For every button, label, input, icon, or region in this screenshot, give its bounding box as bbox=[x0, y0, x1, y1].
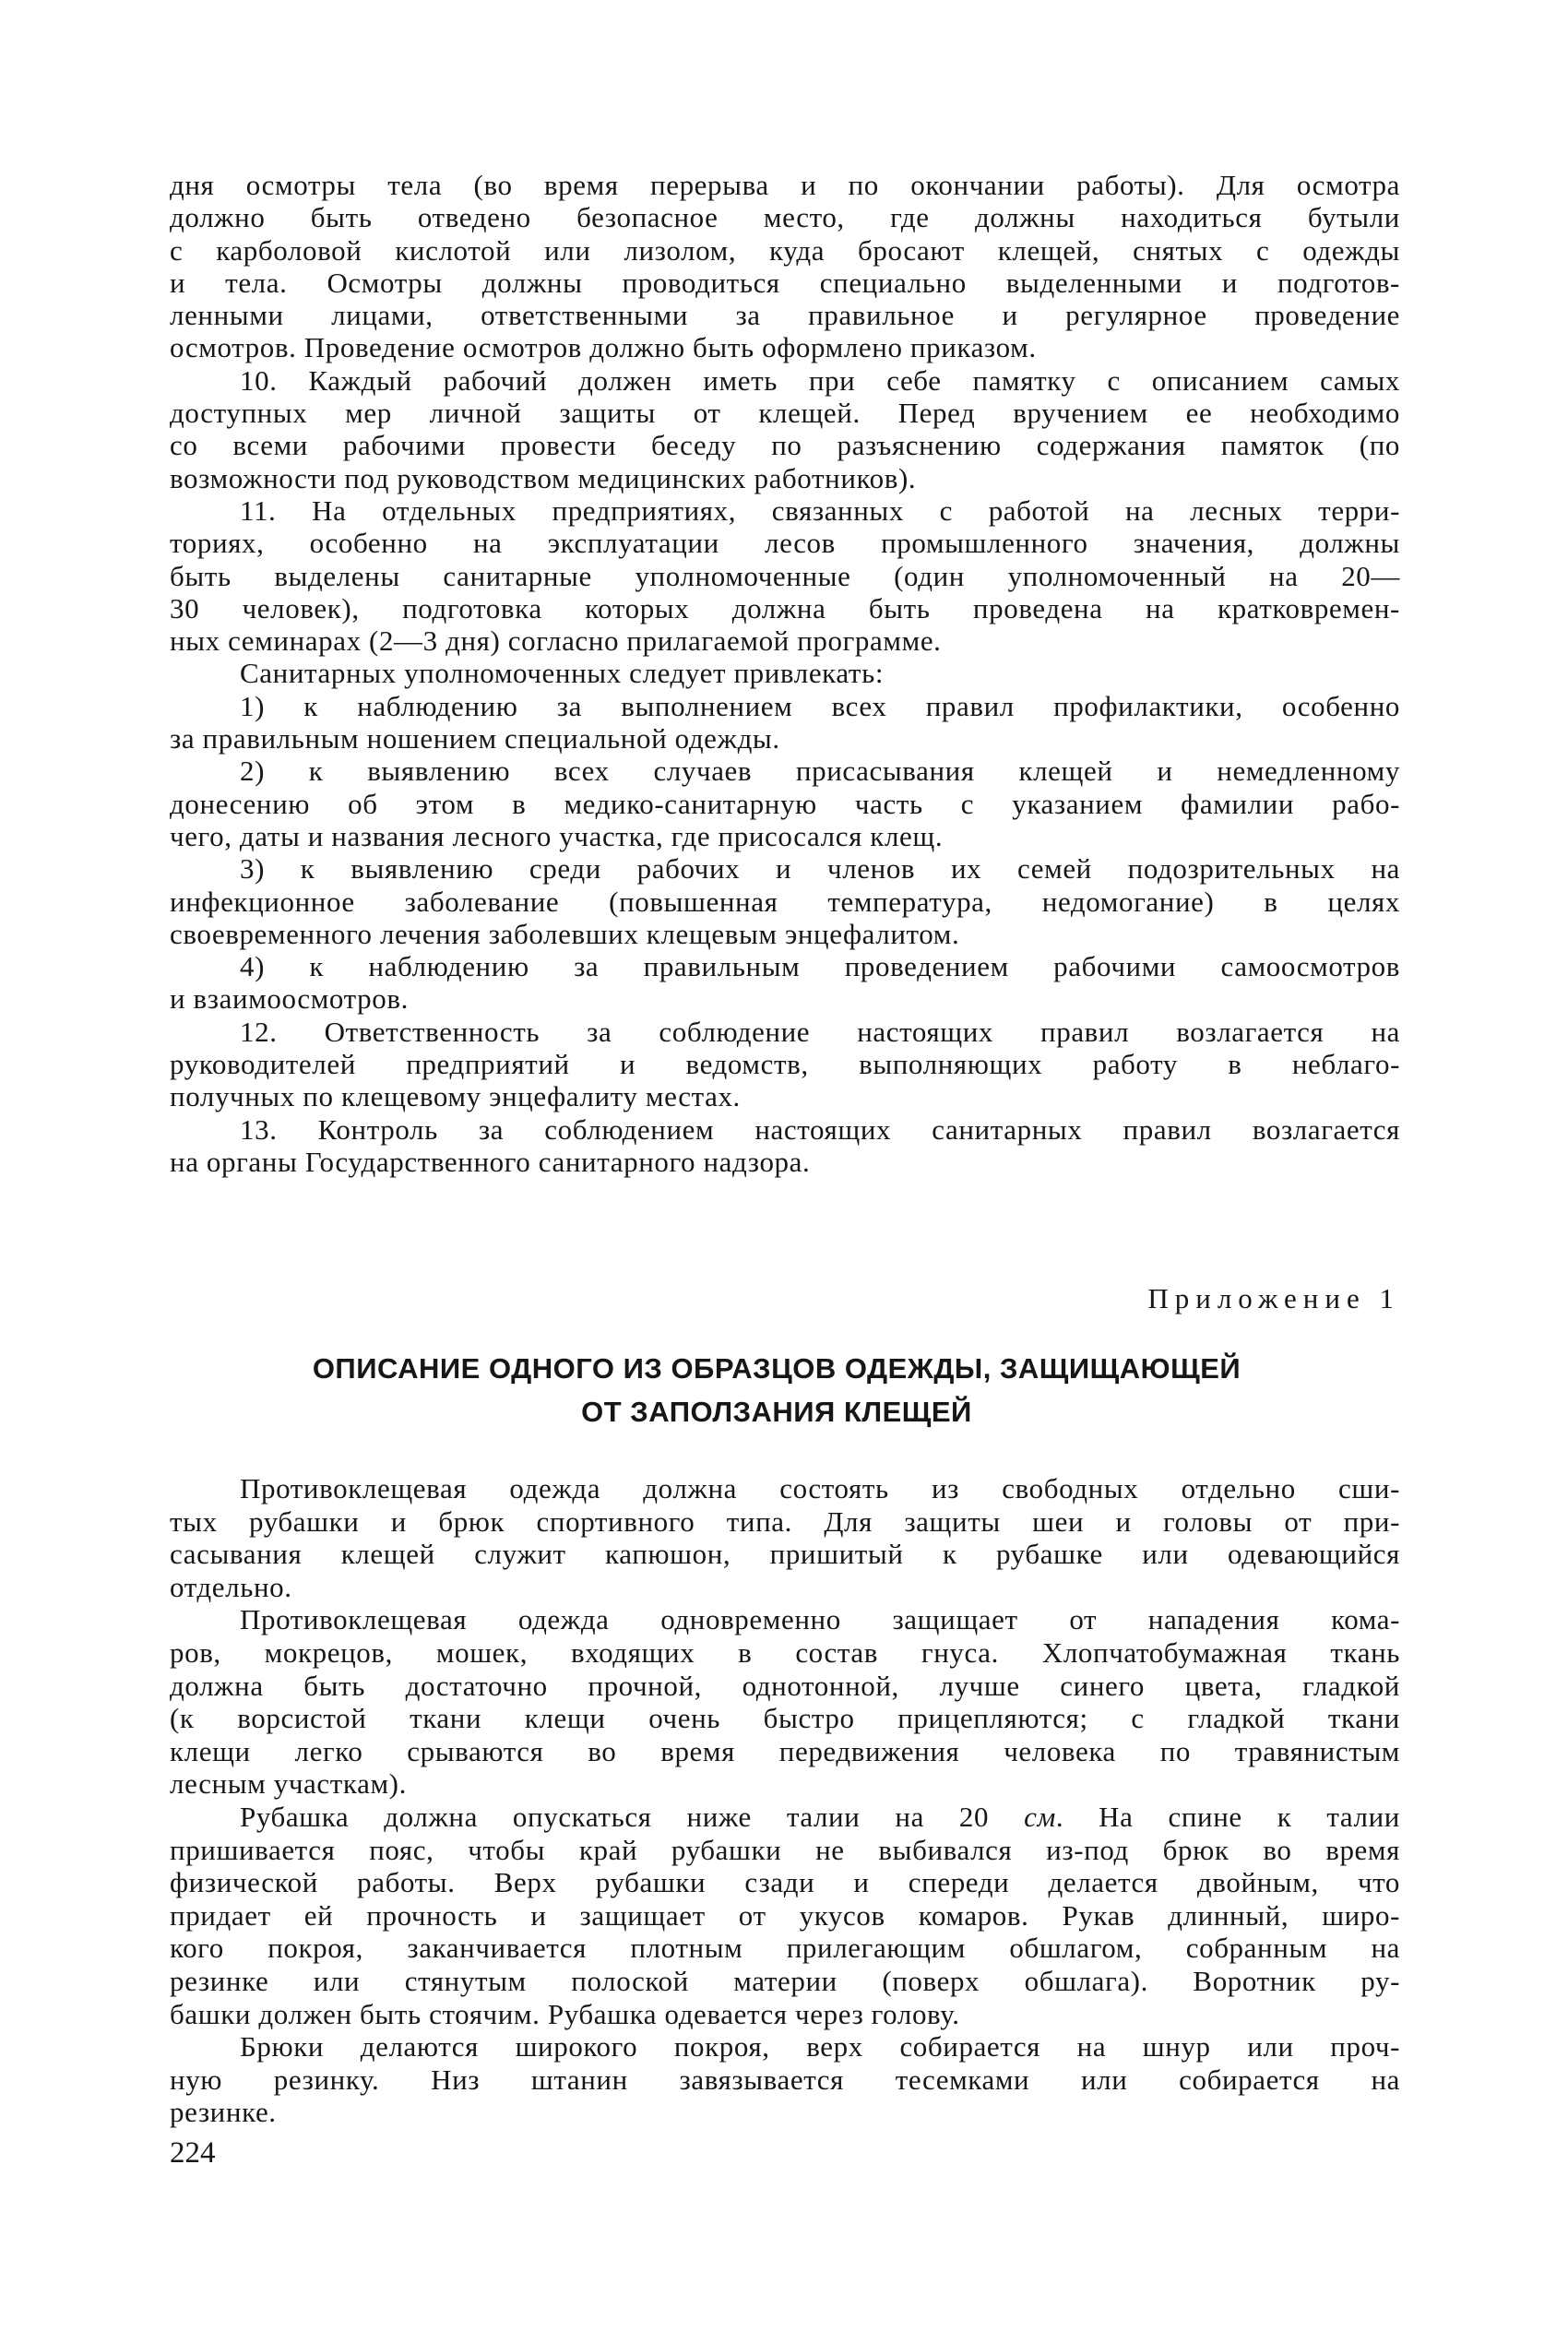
appendix-label: Приложение 1 bbox=[1147, 1282, 1400, 1314]
text-line bbox=[170, 1016, 1400, 1048]
text-line-content: Рубашка должна опускаться ниже талии на 20 bbox=[240, 1800, 1025, 1833]
text-line bbox=[170, 1899, 1400, 1933]
text-line bbox=[170, 950, 1400, 982]
text-line-content: ную резинку. Низ штанин завязывается тесемками или собирается на bbox=[170, 2063, 1400, 2096]
text-line-content: кого покроя, заканчивается плотным прилегающим обшлагом, собранным на bbox=[170, 1932, 1400, 1965]
text-line bbox=[170, 1801, 1400, 1834]
text-line-content: 10. Каждый рабочий должен иметь при себе памятку с описанием самых bbox=[240, 363, 1400, 397]
text-line bbox=[170, 852, 1400, 885]
text-line-content: Противоклещевая одежда должна состоять из свободных отдельно сши- bbox=[240, 1472, 1400, 1504]
text-line-content: 4) к наблюдению за правильным проведением рабочими самоосмотров bbox=[240, 950, 1400, 983]
text-line bbox=[170, 1866, 1400, 1899]
text-line bbox=[170, 886, 1400, 918]
text-line-content: осмотров. Проведение осмотров должно быть оформлено приказом. bbox=[170, 331, 1037, 364]
text-line bbox=[170, 299, 1400, 331]
text-line-content: клещи легко срываются во время передвижения человека по травянистым bbox=[170, 1734, 1400, 1767]
text-line-content: 2) к выявлению всех случаев присасывания клещей и немедленному bbox=[240, 755, 1400, 788]
text-line-content: тых рубашки и брюк спортивного типа. Для защиты шеи и головы от при- bbox=[170, 1504, 1400, 1538]
text-line-content: Санитарных уполномоченных следует привлекать: bbox=[240, 657, 885, 690]
section-title-line-2: ОТ ЗАПОЛЗАНИЯ КЛЕЩЕЙ bbox=[581, 1396, 972, 1428]
text-line bbox=[170, 1767, 1400, 1801]
text-line bbox=[170, 1998, 1400, 2031]
text-line-content: донесению об этом в медико-санитарную часть с указанием фамилии рабо- bbox=[170, 787, 1400, 820]
text-line-content: и взаимоосмотров. bbox=[170, 982, 409, 1016]
text-line-content: 11. На отдельных предприятиях, связанных с работой на лесных терри- bbox=[240, 494, 1400, 527]
text-line-content: резинке. bbox=[170, 2096, 277, 2129]
text-line bbox=[170, 755, 1400, 787]
text-line bbox=[170, 1571, 1400, 1604]
text-line-content: 12. Ответственность за соблюдение настоящих правил возлагается на bbox=[240, 1015, 1400, 1048]
text-line bbox=[170, 397, 1400, 429]
text-line-content: на органы Государственного санитарного надзора. bbox=[170, 1145, 811, 1178]
text-line-content: ров, мокрецов, мошек, входящих в состав гнуса. Хлопчатобумажная ткань bbox=[170, 1635, 1400, 1669]
text-line-content: и тела. Осмотры должны проводиться специально выделенными и подготов- bbox=[170, 266, 1400, 299]
text-line-content: 1) к наблюдению за выполнением всех правил профилактики, особенно bbox=[240, 689, 1400, 722]
text-line bbox=[170, 1146, 1400, 1178]
text-line-content: лесным участкам). bbox=[170, 1767, 407, 1801]
text-line-content: чего, даты и названия лесного участка, где присосался клещ. bbox=[170, 819, 944, 852]
text-line bbox=[170, 657, 1400, 689]
text-line bbox=[170, 2063, 1400, 2097]
text-line bbox=[170, 1472, 1400, 1505]
page-number: 224 bbox=[170, 2136, 216, 2170]
text-line-content: дня осмотры тела (во время перерыва и по окончании работы). Для осмотра bbox=[170, 169, 1400, 201]
text-line bbox=[170, 1670, 1400, 1703]
unit-italic: см bbox=[1024, 1800, 1056, 1833]
text-line bbox=[170, 1113, 1400, 1146]
text-line bbox=[170, 592, 1400, 624]
text-line-content: сасывания клещей служит капюшон, пришитый к рубашке или одевающийся bbox=[170, 1538, 1400, 1571]
text-line-content: должно быть отведено безопасное место, где должны находиться бутыли bbox=[170, 201, 1400, 234]
text-line-continuation: . На спине к талии bbox=[1055, 1800, 1401, 1833]
text-line bbox=[170, 690, 1400, 722]
text-line-content: Противоклещевая одежда одновременно защищает от нападения кома- bbox=[240, 1603, 1400, 1636]
text-line bbox=[170, 722, 1400, 755]
text-line bbox=[170, 364, 1400, 397]
text-line-content: Брюки делаются широкого покроя, верх собирается на шнур или проч- bbox=[240, 2030, 1400, 2063]
text-line-content: со всеми рабочими провести беседу по разъяснению содержания памяток (по bbox=[170, 429, 1400, 462]
text-line-content: придает ей прочность и защищает от укусов комаров. Рукав длинный, широ- bbox=[170, 1898, 1400, 1932]
text-line bbox=[170, 788, 1400, 820]
text-line bbox=[170, 429, 1400, 461]
text-line-content: руководителей предприятий и ведомств, выполняющих работу в неблаго- bbox=[170, 1048, 1400, 1081]
text-line bbox=[170, 169, 1400, 201]
text-line-content: отдельно. bbox=[170, 1570, 292, 1603]
text-line bbox=[170, 331, 1400, 363]
text-line bbox=[170, 1048, 1400, 1080]
text-line bbox=[170, 1735, 1400, 1768]
text-line-content: ленными лицами, ответственными за правильное и регулярное проведение bbox=[170, 299, 1400, 332]
text-line bbox=[170, 624, 1400, 657]
text-line-content: 13. Контроль за соблюдением настоящих санитарных правил возлагается bbox=[240, 1112, 1400, 1146]
text-line bbox=[170, 2096, 1400, 2129]
text-line-content: возможности под руководством медицинских работников). bbox=[170, 461, 917, 494]
text-line bbox=[170, 1834, 1400, 1867]
text-line-content: за правильным ношением специальной одежды. bbox=[170, 722, 780, 755]
text-line bbox=[170, 1965, 1400, 1998]
text-line bbox=[170, 918, 1400, 950]
text-line bbox=[170, 527, 1400, 559]
appendix-body-text bbox=[170, 1472, 1400, 2129]
text-line-content: своевременного лечения заболевших клещевым энцефалитом. bbox=[170, 917, 960, 950]
text-line bbox=[170, 1603, 1400, 1636]
text-line-content: с карболовой кислотой или лизолом, куда бросают клещей, снятых с одежды bbox=[170, 233, 1400, 267]
text-line-content: быть выделены санитарные уполномоченные (один уполномоченный на 20— bbox=[170, 559, 1400, 592]
text-line-content: 30 человек), подготовка которых должна быть проведена на кратковремен- bbox=[170, 591, 1400, 624]
text-line-content: башки должен быть стоячим. Рубашка одевается через голову. bbox=[170, 1997, 960, 2030]
text-line bbox=[170, 267, 1400, 299]
text-line bbox=[170, 462, 1400, 494]
text-line-content: ных семинарах (2—3 дня) согласно прилагаемой программе. bbox=[170, 624, 942, 658]
text-line bbox=[170, 1538, 1400, 1571]
text-line bbox=[170, 2030, 1400, 2063]
text-line bbox=[170, 201, 1400, 233]
text-line-content: (к ворсистой ткани клещи очень быстро прицепляются; с гладкой ткани bbox=[170, 1702, 1400, 1735]
text-line bbox=[170, 1702, 1400, 1735]
text-line bbox=[170, 1932, 1400, 1965]
text-line bbox=[170, 560, 1400, 592]
text-line-content: резинке или стянутым полоской материи (поверх обшлага). Воротник ру- bbox=[170, 1964, 1400, 1997]
text-line bbox=[170, 1505, 1400, 1539]
text-line bbox=[170, 982, 1400, 1015]
text-line bbox=[170, 1636, 1400, 1670]
text-line-content: 3) к выявлению среди рабочих и членов их семей подозрительных на bbox=[240, 852, 1400, 886]
body-text-continued bbox=[170, 169, 1400, 1178]
section-title-line-1: ОПИСАНИЕ ОДНОГО ИЗ ОБРАЗЦОВ ОДЕЖДЫ, ЗАЩИЩАЮЩЕЙ bbox=[312, 1352, 1241, 1385]
text-line-content: физической работы. Верх рубашки сзади и спереди делается двойным, что bbox=[170, 1866, 1400, 1899]
text-line-content: инфекционное заболевание (повышенная температура, недомогание) в целях bbox=[170, 885, 1400, 918]
text-line-content: ториях, особенно на эксплуатации лесов промышленного значения, должны bbox=[170, 527, 1400, 560]
text-line bbox=[170, 820, 1400, 852]
text-line bbox=[170, 234, 1400, 267]
text-line-content: доступных мер личной защиты от клещей. Перед вручением ее необходимо bbox=[170, 397, 1400, 430]
text-line bbox=[170, 1080, 1400, 1112]
text-line-content: пришивается пояс, чтобы край рубашки не выбивался из-под брюк во время bbox=[170, 1833, 1400, 1866]
text-line-content: получных по клещевому энцефалиту местах. bbox=[170, 1080, 741, 1113]
text-line bbox=[170, 494, 1400, 527]
text-line-content: должна быть достаточно прочной, однотонной, лучше синего цвета, гладкой bbox=[170, 1669, 1400, 1702]
